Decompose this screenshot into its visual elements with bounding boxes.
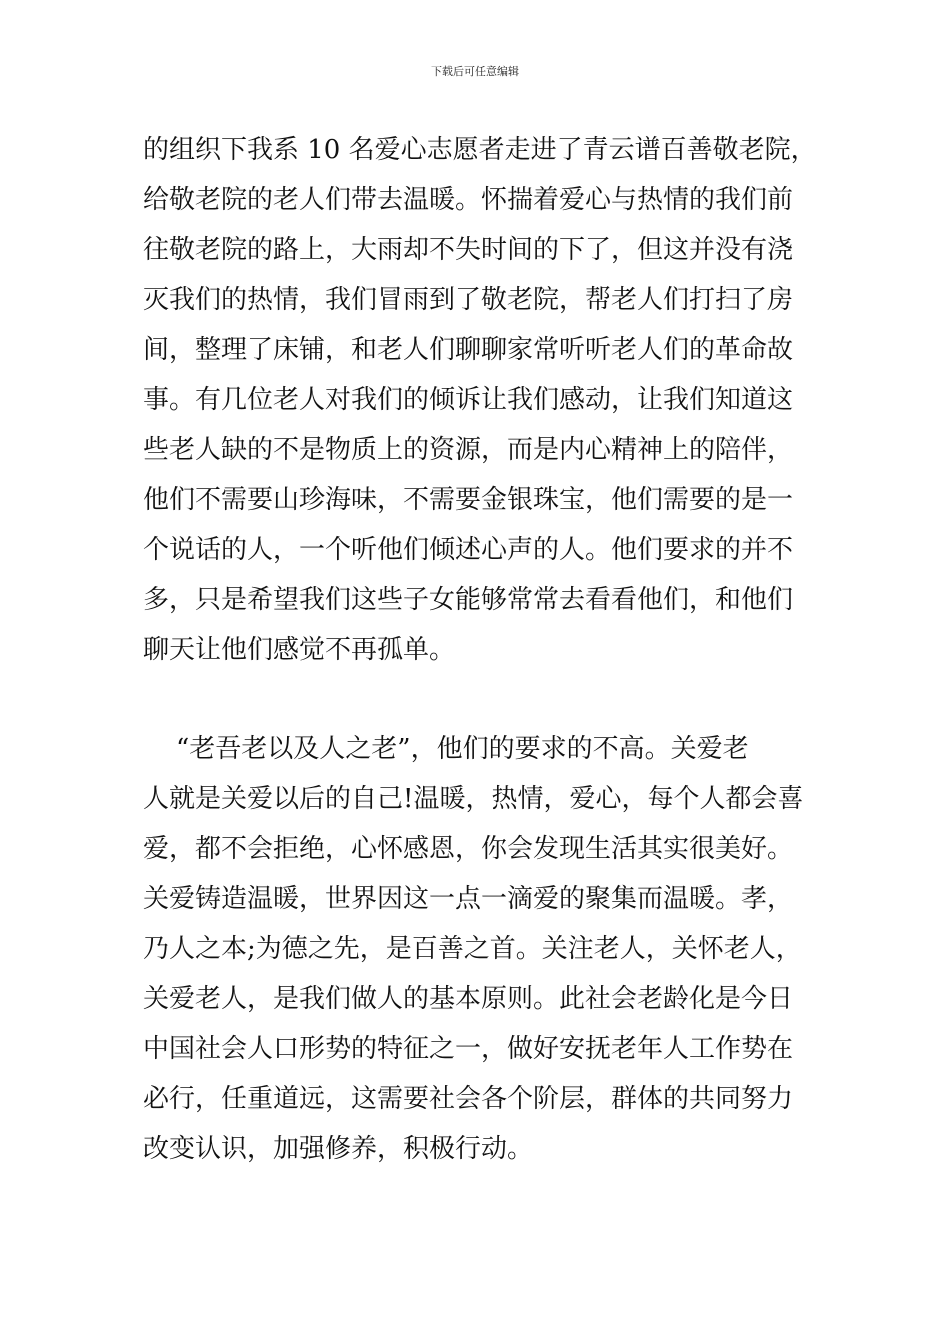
paragraph-line: “老吾老以及人之老”，他们的要求的不高。关爱老	[176, 734, 749, 764]
paragraph-line: 关爱铸造温暖，世界因这一点一滴爱的聚集而温暖。孝，	[143, 884, 794, 914]
paragraph-line: 改变认识，加强修养，积极行动。	[143, 1134, 534, 1164]
paragraph-line: 间，整理了床铺，和老人们聊聊家常听听老人们的革命故	[143, 335, 794, 365]
paragraph-line: 聊天让他们感觉不再孤单。	[143, 635, 456, 665]
paragraph-line: 个说话的人，一个听他们倾述心声的人。他们要求的并不	[143, 535, 794, 565]
paragraph-line: 往敬老院的路上，大雨却不失时间的下了，但这并没有浇	[143, 235, 794, 265]
paragraph-line: 爱，都不会拒绝，心怀感恩，你会发现生活其实很美好。	[143, 834, 794, 864]
page-header: 下载后可任意编辑	[431, 65, 519, 78]
paragraph-line: 些老人缺的不是物质上的资源，而是内心精神上的陪伴，	[143, 435, 794, 465]
paragraph-line: 他们不需要山珍海味，不需要金银珠宝，他们需要的是一	[143, 485, 794, 515]
paragraph-line: 关爱老人，是我们做人的基本原则。此社会老龄化是今日	[143, 984, 794, 1014]
paragraph-line: 事。有几位老人对我们的倾诉让我们感动，让我们知道这	[143, 385, 794, 415]
paragraph-line: 的组织下我系 10 名爱心志愿者走进了青云谱百善敬老院，	[143, 135, 817, 165]
paragraph-line: 灭我们的热情，我们冒雨到了敬老院，帮老人们打扫了房	[143, 285, 794, 315]
paragraph-line: 人就是关爱以后的自己!温暖，热情，爱心，每个人都会喜	[143, 784, 804, 814]
paragraph-line: 乃人之本;为德之先，是百善之首。关注老人，关怀老人，	[143, 934, 802, 964]
paragraph-line: 必行，任重道远，这需要社会各个阶层，群体的共同努力	[143, 1084, 794, 1114]
paragraph-line: 中国社会人口形势的特征之一，做好安抚老年人工作势在	[143, 1034, 794, 1064]
paragraph-line: 给敬老院的老人们带去温暖。怀揣着爱心与热情的我们前	[143, 185, 794, 215]
paragraph-line: 多，只是希望我们这些子女能够常常去看看他们，和他们	[143, 585, 794, 615]
